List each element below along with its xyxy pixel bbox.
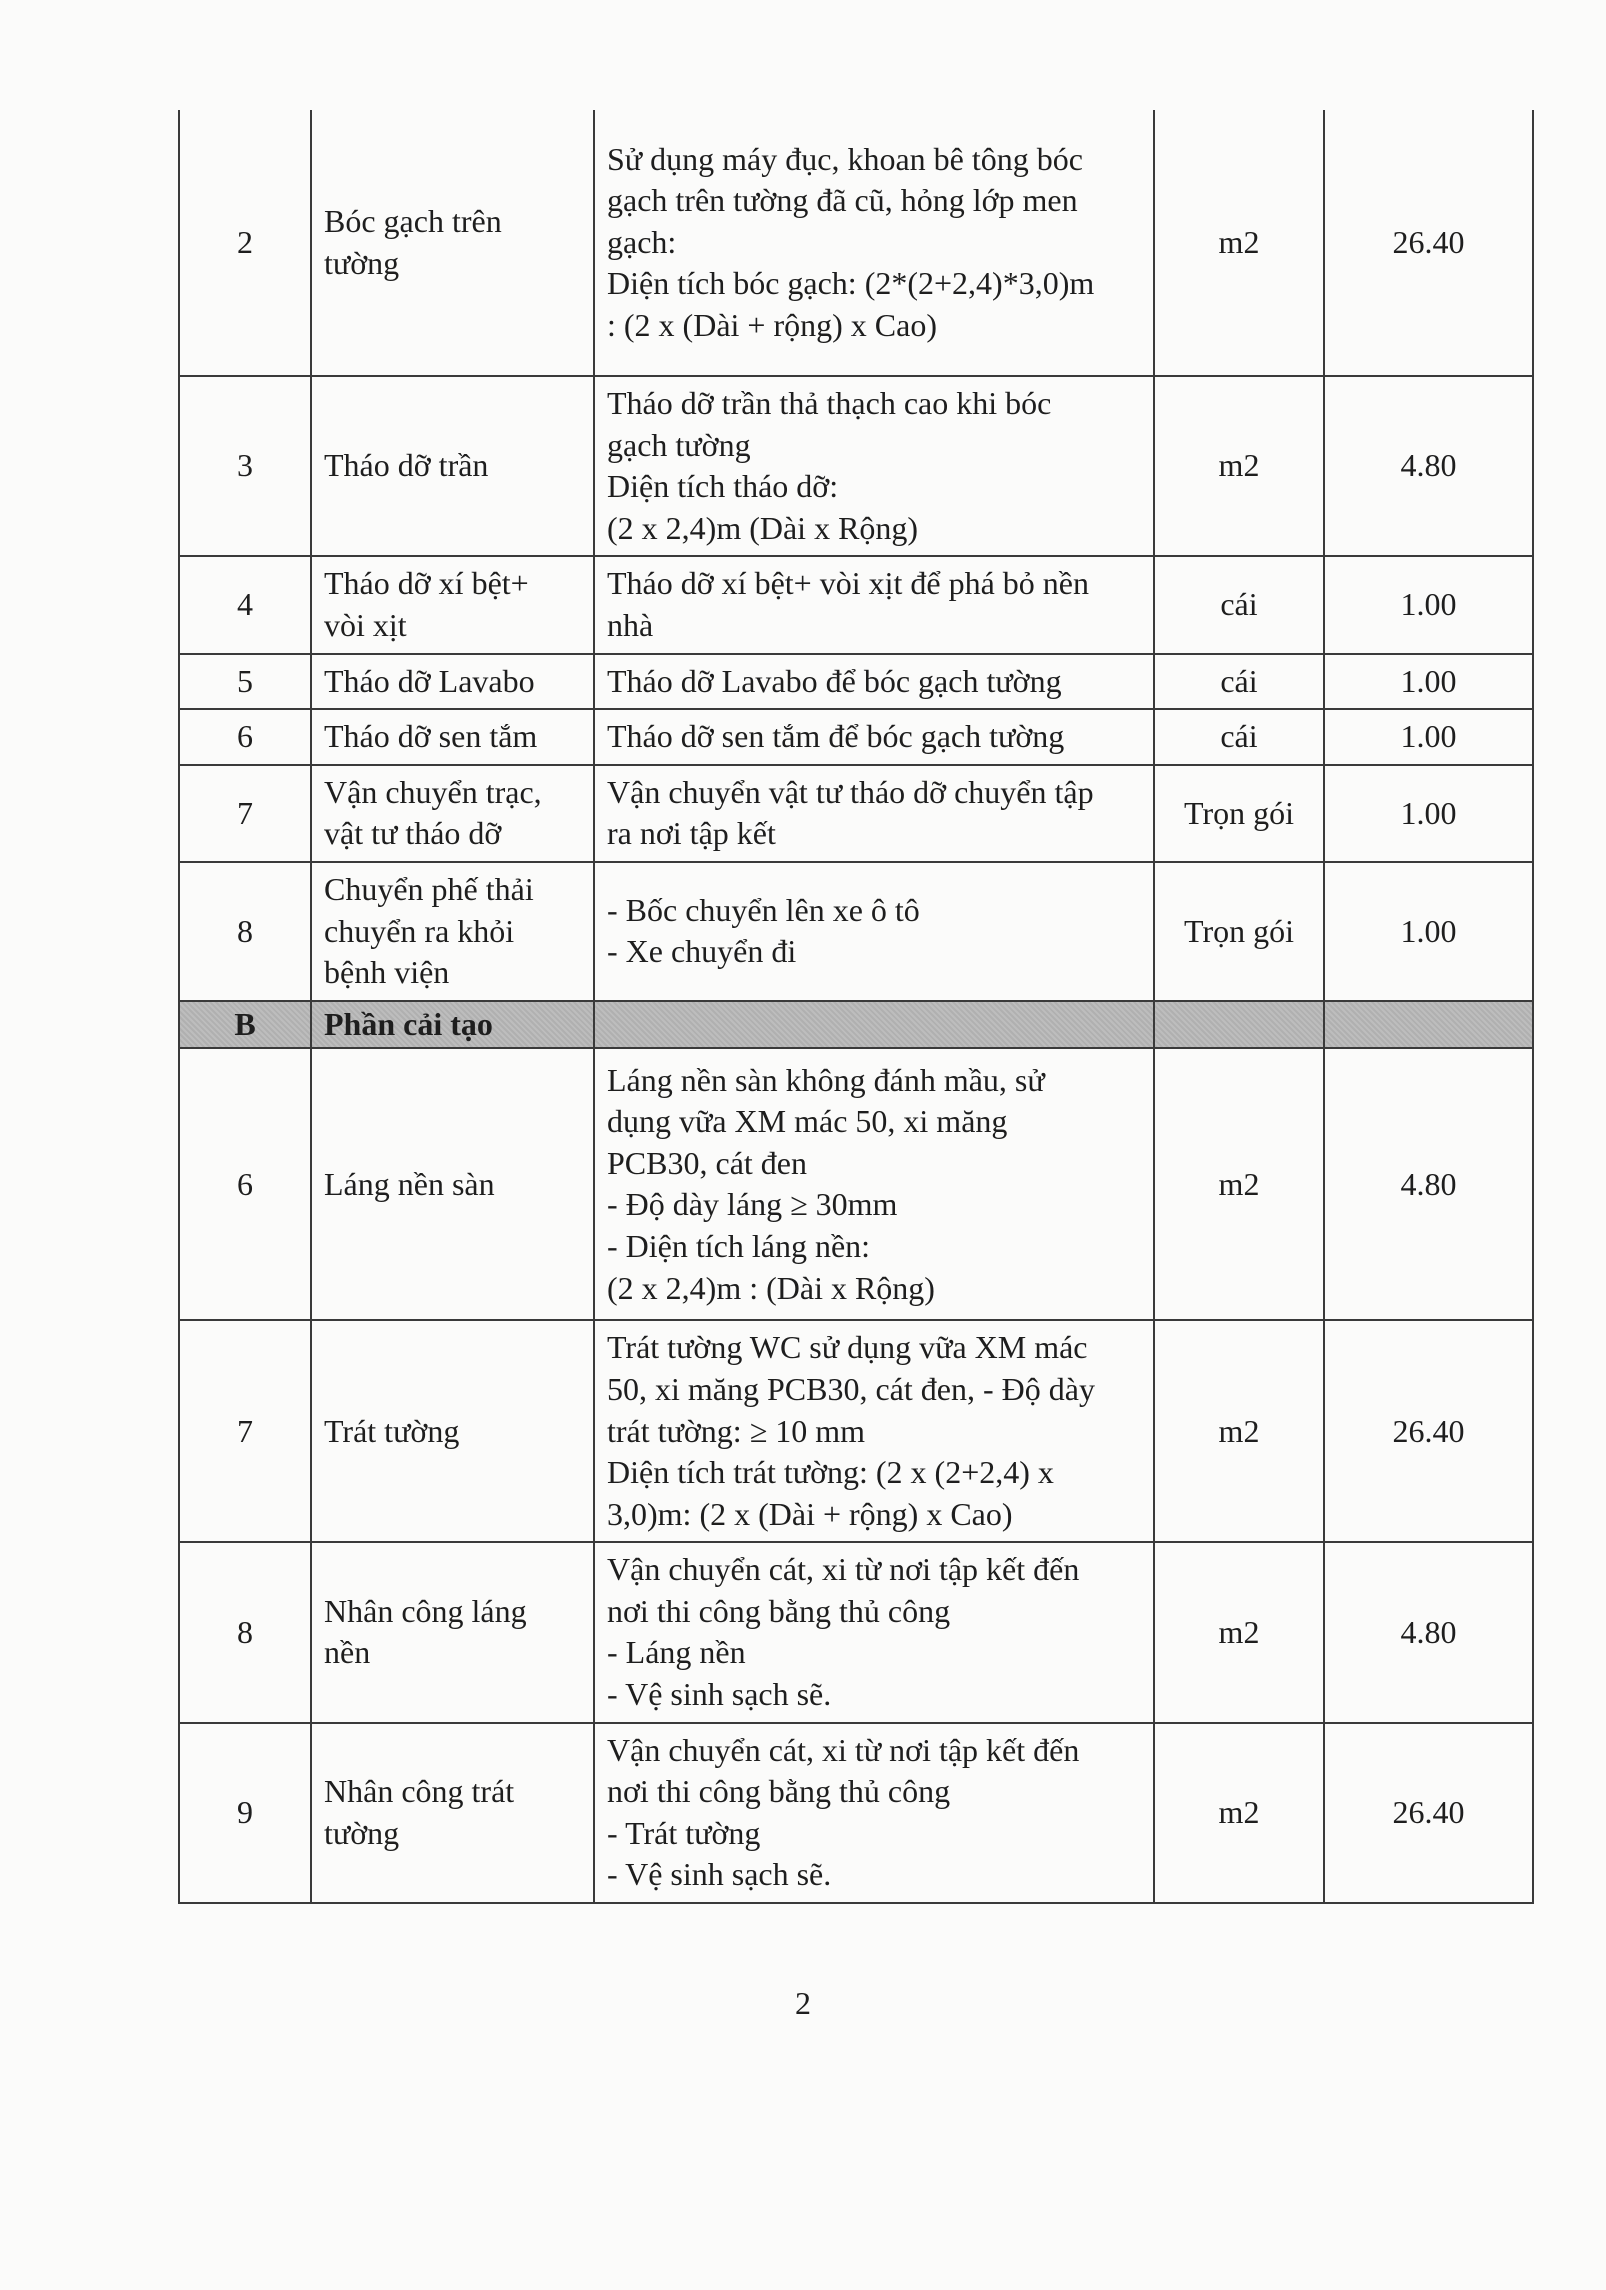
item-description-line: Tháo dỡ xí bệt+ vòi xịt để phá bỏ nền: [607, 565, 1089, 602]
item-description-line: Trát tường WC sử dụng vữa XM mác: [607, 1329, 1088, 1366]
item-name-line: vật tư tháo dỡ: [324, 815, 502, 852]
item-description-line: (2 x 2,4)m : (Dài x Rộng): [607, 1269, 935, 1306]
demolition-rows: [179, 110, 1533, 1001]
item-unit: cái: [1154, 556, 1324, 653]
item-description-line: (2 x 2,4)m (Dài x Rộng): [607, 509, 919, 546]
item-description-line: Diện tích trát tường: (2 x (2+2,4) x: [607, 1454, 1054, 1491]
item-quantity: 4.80: [1324, 1542, 1533, 1722]
item-name-line: Bóc gạch trên: [324, 202, 502, 239]
item-name: [311, 862, 594, 1001]
item-description-line: dụng vữa XM mác 50, xi măng: [607, 1103, 1008, 1140]
item-unit: m2: [1154, 1320, 1324, 1542]
item-description-line: Diện tích tháo dỡ:: [607, 468, 839, 505]
item-description-line: - Láng nền: [607, 1634, 746, 1671]
item-quantity: 1.00: [1324, 654, 1533, 710]
section-b: [179, 1001, 1533, 1049]
item-name: [311, 1320, 594, 1542]
item-name: [311, 556, 594, 653]
item-number: 8: [179, 862, 311, 1001]
item-description-line: - Vệ sinh sạch sẽ.: [607, 1676, 832, 1713]
item-description-line: Sử dụng máy đục, khoan bê tông bóc: [607, 140, 1083, 177]
item-description-line: - Trát tường: [607, 1814, 761, 1851]
table-row: [179, 862, 1533, 1001]
section-empty-cell: [594, 1001, 1154, 1049]
bill-of-quantities-table: [178, 110, 1534, 1904]
section-empty-cell: [1324, 1001, 1533, 1049]
item-name: [311, 1723, 594, 1903]
item-name-line: Vận chuyển trạc,: [324, 773, 542, 810]
item-name: [311, 654, 594, 710]
item-description-line: - Vệ sinh sạch sẽ.: [607, 1856, 832, 1893]
item-description: [594, 1542, 1154, 1722]
item-name-line: Tháo dỡ xí bệt+: [324, 565, 529, 602]
item-description-line: trát tường: ≥ 10 mm: [607, 1412, 866, 1449]
item-description-line: Láng nền sàn không đánh mầu, sử: [607, 1061, 1045, 1098]
item-name-line: Láng nền sàn: [324, 1165, 495, 1202]
item-unit: cái: [1154, 654, 1324, 710]
item-quantity: 1.00: [1324, 709, 1533, 765]
item-quantity: 26.40: [1324, 1723, 1533, 1903]
item-description-line: gạch trên tường đã cũ, hỏng lớp men: [607, 182, 1078, 219]
item-description-line: ra nơi tập kết: [607, 815, 776, 852]
item-name-line: chuyển ra khỏi: [324, 912, 515, 949]
item-description: [594, 110, 1154, 376]
item-description: [594, 765, 1154, 862]
item-name-line: tường: [324, 1814, 400, 1851]
item-number: 2: [179, 110, 311, 376]
item-name-line: vòi xịt: [324, 606, 407, 643]
item-unit: cái: [1154, 709, 1324, 765]
item-number: 5: [179, 654, 311, 710]
item-quantity: 4.80: [1324, 376, 1533, 556]
item-unit: m2: [1154, 1048, 1324, 1320]
item-unit: m2: [1154, 110, 1324, 376]
item-description-line: nơi thi công bằng thủ công: [607, 1773, 951, 1810]
table-row: [179, 376, 1533, 556]
item-name-line: Nhân công láng: [324, 1592, 527, 1629]
item-quantity: 1.00: [1324, 862, 1533, 1001]
item-unit: m2: [1154, 1723, 1324, 1903]
item-description-line: Diện tích bóc gạch: (2*(2+2,4)*3,0)m: [607, 265, 1095, 302]
item-name: [311, 765, 594, 862]
item-name-line: Trát tường: [324, 1412, 460, 1449]
table-row: [179, 765, 1533, 862]
item-description-line: - Bốc chuyển lên xe ô tô: [607, 891, 920, 928]
item-description-line: PCB30, cát đen: [607, 1144, 807, 1181]
item-number: 7: [179, 1320, 311, 1542]
item-name-line: Chuyển phế thải: [324, 870, 534, 907]
item-description-line: Vận chuyển cát, xi từ nơi tập kết đến: [607, 1551, 1080, 1588]
item-name-line: tường: [324, 244, 400, 281]
item-description-line: Vận chuyển cát, xi từ nơi tập kết đến: [607, 1731, 1080, 1768]
table-row: [179, 1723, 1533, 1903]
item-description-line: Tháo dỡ Lavabo để bóc gạch tường: [607, 662, 1062, 699]
item-description-line: gạch:: [607, 223, 677, 260]
item-description: [594, 1320, 1154, 1542]
page-number: 2: [795, 1985, 811, 2021]
item-description-line: - Xe chuyển đi: [607, 933, 797, 970]
item-unit: m2: [1154, 376, 1324, 556]
item-quantity: 26.40: [1324, 1320, 1533, 1542]
item-description-line: - Diện tích láng nền:: [607, 1227, 871, 1264]
item-number: 4: [179, 556, 311, 653]
item-name-line: Tháo dỡ sen tắm: [324, 718, 538, 755]
item-description-line: gạch tường: [607, 426, 751, 463]
item-quantity: 26.40: [1324, 110, 1533, 376]
table-row: [179, 1048, 1533, 1320]
item-number: 6: [179, 709, 311, 765]
item-unit: Trọn gói: [1154, 765, 1324, 862]
section-code: B: [179, 1001, 311, 1049]
item-name: [311, 709, 594, 765]
item-description-line: nhà: [607, 606, 654, 643]
item-quantity: 1.00: [1324, 556, 1533, 653]
item-description: [594, 709, 1154, 765]
table-row: [179, 556, 1533, 653]
item-name-line: bệnh viện: [324, 954, 450, 991]
item-description-line: 50, xi măng PCB30, cát đen, - Độ dày: [607, 1370, 1095, 1407]
item-description-line: 3,0)m: (2 x (Dài + rộng) x Cao): [607, 1495, 1013, 1532]
item-name-line: Tháo dỡ trần: [324, 447, 489, 484]
item-name: [311, 376, 594, 556]
item-description-line: - Độ dày láng ≥ 30mm: [607, 1186, 898, 1223]
item-description: [594, 1048, 1154, 1320]
item-description-line: nơi thi công bằng thủ công: [607, 1592, 951, 1629]
item-unit: Trọn gói: [1154, 862, 1324, 1001]
item-description: [594, 654, 1154, 710]
item-quantity: 4.80: [1324, 1048, 1533, 1320]
item-unit: m2: [1154, 1542, 1324, 1722]
section-empty-cell: [1154, 1001, 1324, 1049]
item-name: [311, 1542, 594, 1722]
item-quantity: 1.00: [1324, 765, 1533, 862]
item-name-line: Nhân công trát: [324, 1773, 515, 1810]
section-header-row: [179, 1001, 1533, 1049]
item-description: [594, 1723, 1154, 1903]
item-description-line: Vận chuyển vật tư tháo dỡ chuyển tập: [607, 773, 1094, 810]
item-description-line: : (2 x (Dài + rộng) x Cao): [607, 306, 937, 343]
item-description: [594, 556, 1154, 653]
item-number: 7: [179, 765, 311, 862]
item-description: [594, 376, 1154, 556]
item-name: [311, 1048, 594, 1320]
table-row: [179, 1542, 1533, 1722]
table-row: [179, 709, 1533, 765]
item-description-line: Tháo dỡ trần thả thạch cao khi bóc: [607, 385, 1052, 421]
table-row: [179, 654, 1533, 710]
item-number: 6: [179, 1048, 311, 1320]
table-row: [179, 110, 1533, 376]
item-description-line: Tháo dỡ sen tắm để bóc gạch tường: [607, 718, 1065, 755]
item-name-line: Tháo dỡ Lavabo: [324, 662, 535, 699]
table-row: [179, 1320, 1533, 1542]
section-title: Phần cải tạo: [311, 1001, 594, 1049]
item-description: [594, 862, 1154, 1001]
item-name-line: nền: [324, 1634, 371, 1671]
item-name: [311, 110, 594, 376]
item-number: 3: [179, 376, 311, 556]
renovation-rows: [179, 1048, 1533, 1903]
item-number: 8: [179, 1542, 311, 1722]
item-number: 9: [179, 1723, 311, 1903]
